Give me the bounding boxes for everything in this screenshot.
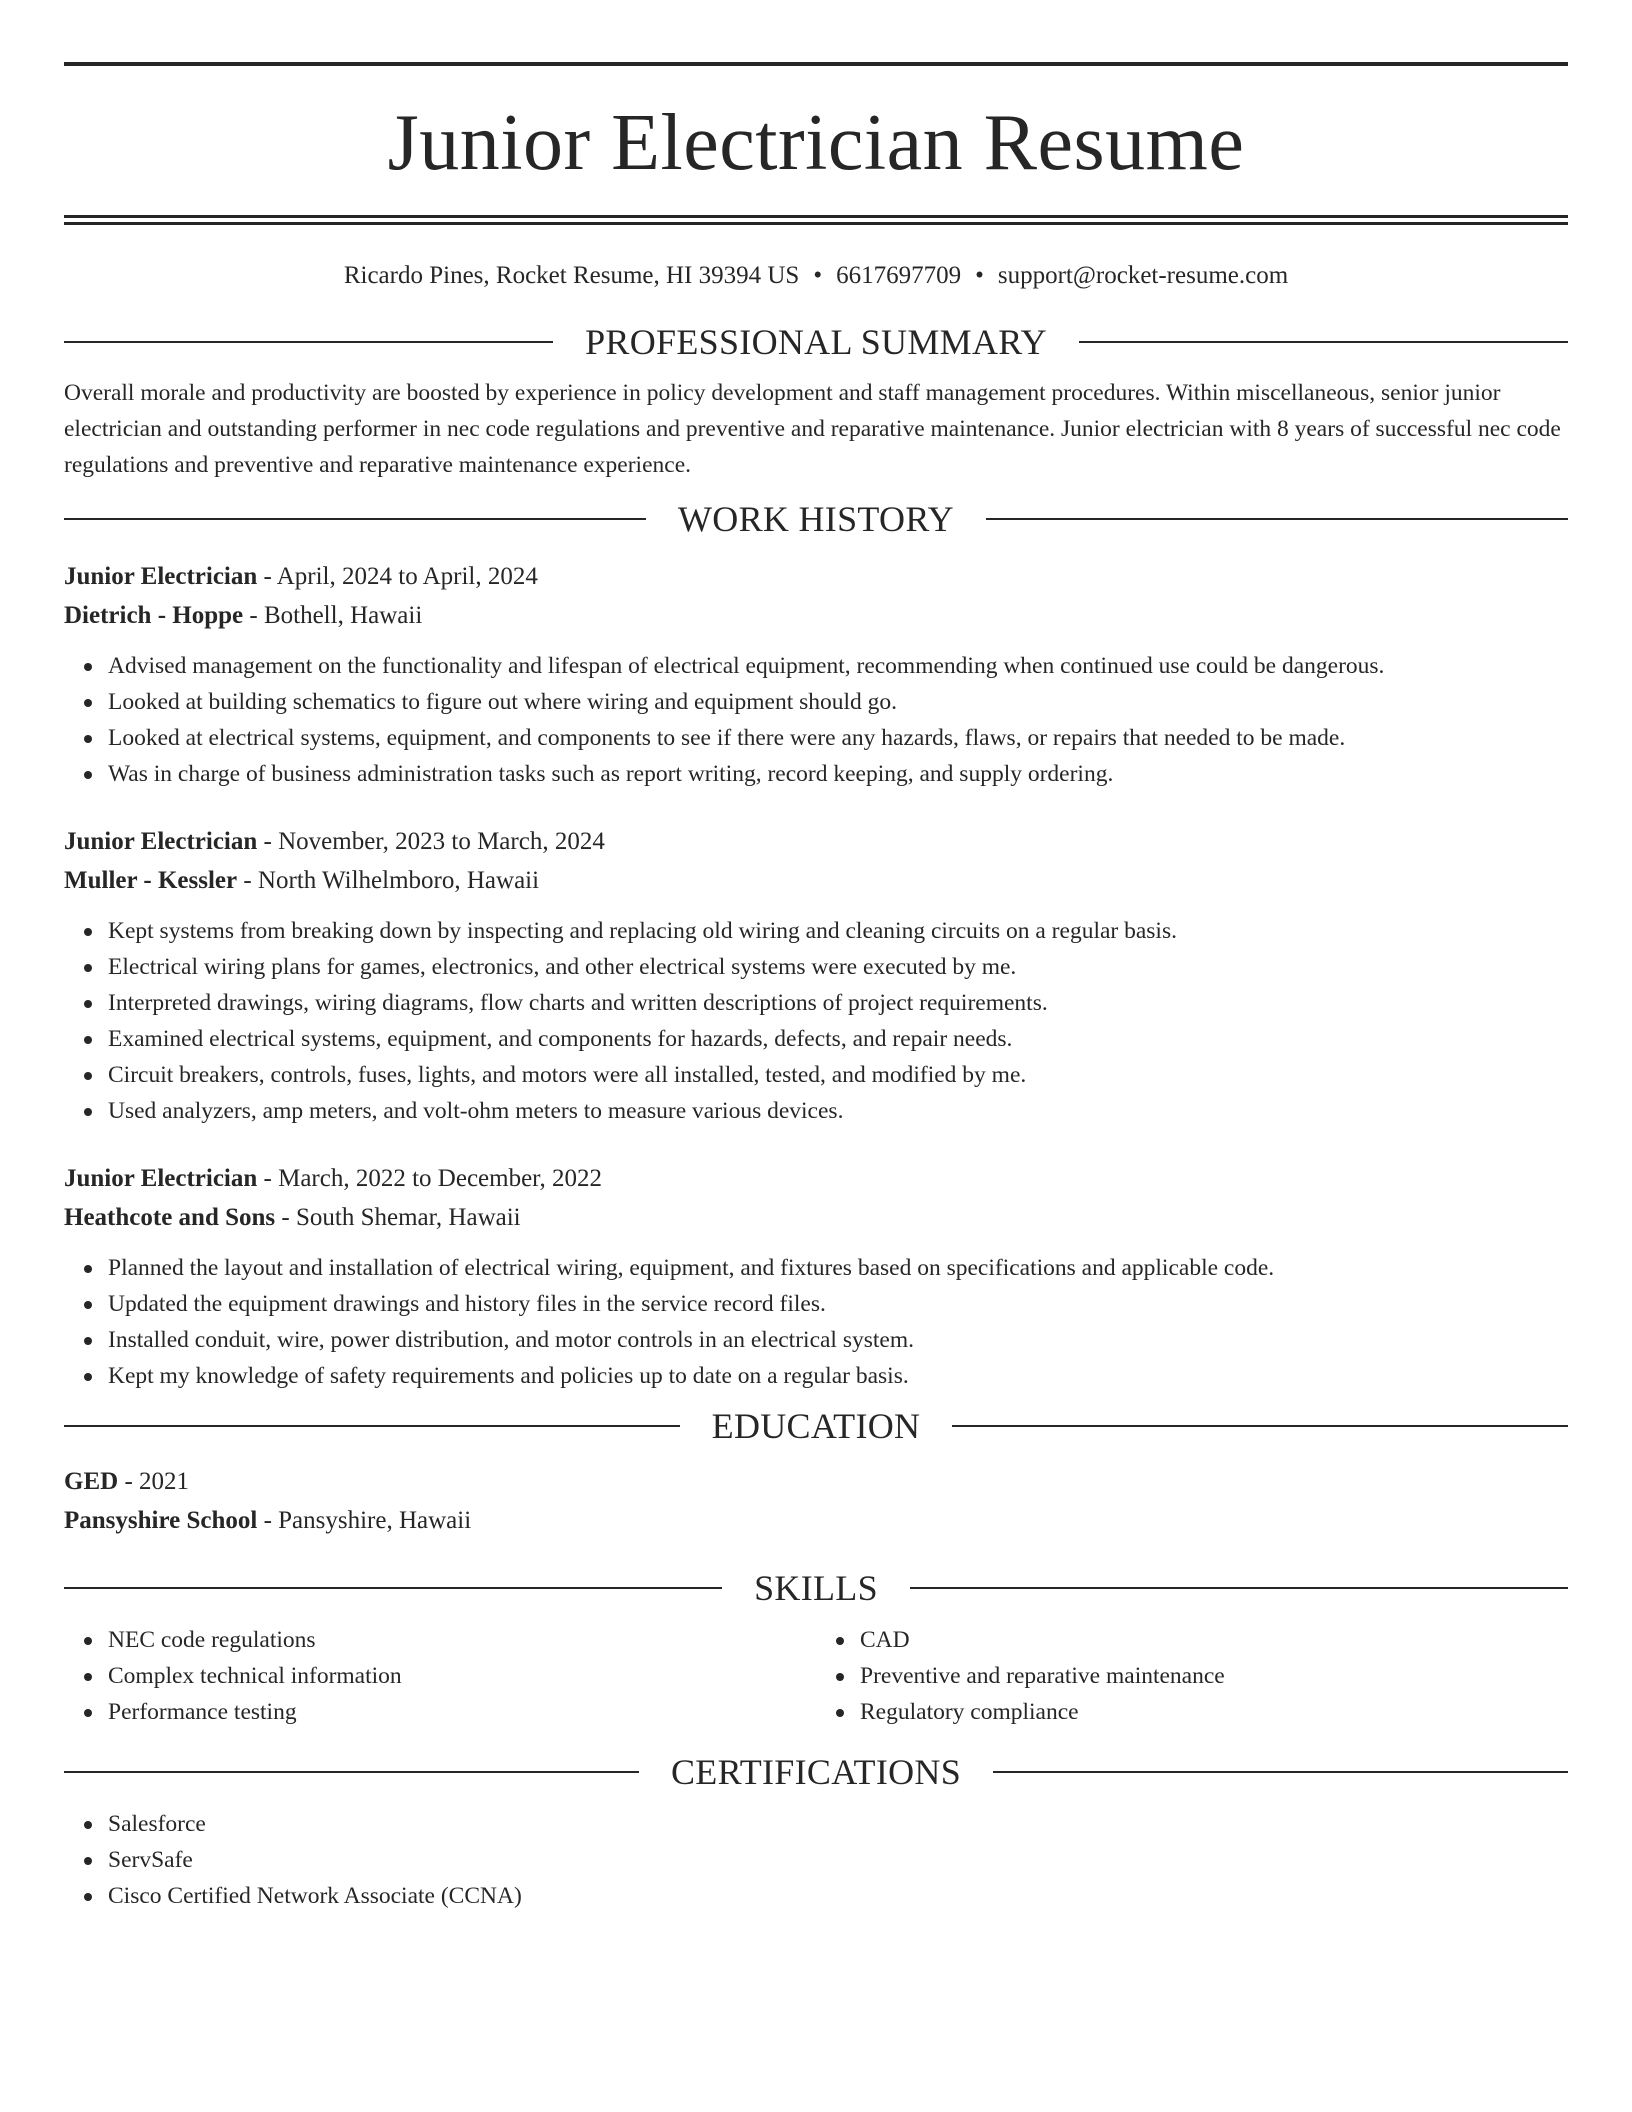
job-company: Dietrich - Hoppe xyxy=(64,602,244,629)
education-entry xyxy=(64,1462,1568,1540)
heading-rule xyxy=(64,341,553,343)
list-item: Regulatory compliance xyxy=(860,1694,1568,1730)
list-item: Updated the equipment drawings and history files in the service record files. xyxy=(108,1286,1568,1322)
heading-rule xyxy=(64,1771,639,1773)
list-item: Examined electrical systems, equipment, and components for hazards, defects, and repair needs. xyxy=(108,1021,1568,1057)
education-degree: GED xyxy=(64,1468,119,1495)
contact-address: Ricardo Pines, Rocket Resume, HI 39394 US xyxy=(343,262,800,289)
section-title: PROFESSIONAL SUMMARY xyxy=(585,322,1047,362)
heading-rule xyxy=(64,1587,722,1589)
job-entry xyxy=(64,557,1568,792)
section-heading-certifications xyxy=(64,1752,1568,1792)
job-dates: - April, 2024 to April, 2024 xyxy=(257,563,538,590)
education-school: Pansyshire School xyxy=(64,1507,258,1534)
list-item: Installed conduit, wire, power distribution, and motor controls in an electrical system. xyxy=(108,1322,1568,1358)
heading-rule xyxy=(1079,341,1568,343)
list-item: Planned the layout and installation of electrical wiring, equipment, and fixtures based on specifications and applicable code. xyxy=(108,1250,1568,1286)
heading-rule xyxy=(993,1771,1568,1773)
top-rule xyxy=(64,62,1568,66)
certifications-list xyxy=(64,1806,1568,1914)
section-title: WORK HISTORY xyxy=(678,499,954,539)
skills-column-right xyxy=(816,1622,1568,1730)
contact-separator: • xyxy=(975,262,984,289)
job-location: - North Wilhelmboro, Hawaii xyxy=(237,867,540,894)
section-heading-summary xyxy=(64,322,1568,362)
job-dates: - March, 2022 to December, 2022 xyxy=(257,1165,603,1192)
section-title: SKILLS xyxy=(754,1568,878,1608)
list-item: Kept my knowledge of safety requirements and policies up to date on a regular basis. xyxy=(108,1358,1568,1394)
skills-list xyxy=(64,1622,1568,1730)
list-item: Looked at building schematics to figure out where wiring and equipment should go. xyxy=(108,684,1568,720)
heading-rule xyxy=(910,1587,1568,1589)
section-heading-work-history xyxy=(64,499,1568,539)
title-double-rule xyxy=(64,215,1568,225)
list-item: ServSafe xyxy=(108,1842,1568,1878)
list-item: Complex technical information xyxy=(108,1658,816,1694)
list-item: Looked at electrical systems, equipment, and components to see if there were any hazards, flaws, or repairs that needed to be made. xyxy=(108,720,1568,756)
list-item: Kept systems from breaking down by inspecting and replacing old wiring and cleaning circuits on a regular basis. xyxy=(108,913,1568,949)
list-item: Performance testing xyxy=(108,1694,816,1730)
job-company-line xyxy=(64,861,1568,900)
job-entry xyxy=(64,1159,1568,1394)
section-title: CERTIFICATIONS xyxy=(670,1752,962,1792)
list-item: CAD xyxy=(860,1622,1568,1658)
section-heading-skills xyxy=(64,1568,1568,1608)
job-bullets xyxy=(64,1250,1568,1394)
list-item: Cisco Certified Network Associate (CCNA) xyxy=(108,1878,1568,1914)
job-title-line xyxy=(64,557,1568,596)
job-bullets xyxy=(64,913,1568,1129)
job-location: - South Shemar, Hawaii xyxy=(275,1204,521,1231)
contact-phone: 6617697709 xyxy=(836,262,962,289)
job-company: Heathcote and Sons xyxy=(64,1204,276,1231)
job-entry xyxy=(64,822,1568,1129)
job-dates: - November, 2023 to March, 2024 xyxy=(257,828,605,855)
job-company: Muller - Kessler xyxy=(64,867,238,894)
education-school-line xyxy=(64,1501,1568,1540)
list-item: Used analyzers, amp meters, and volt-ohm meters to measure various devices. xyxy=(108,1093,1568,1129)
list-item: Interpreted drawings, wiring diagrams, flow charts and written descriptions of project requirements. xyxy=(108,985,1568,1021)
job-title-line xyxy=(64,1159,1568,1198)
education-degree-line xyxy=(64,1462,1568,1501)
heading-rule xyxy=(952,1425,1568,1427)
summary-text: Overall morale and productivity are boosted by experience in policy development and staff management procedures. Within miscellaneous, senior junior electrician and outstanding performer in nec code regulations and preventive and reparative maintenance. Junior electrician with 8 years of successful nec code regulations and preventive and reparative maintenance experience. xyxy=(64,380,1561,478)
list-item: Preventive and reparative maintenance xyxy=(860,1658,1568,1694)
job-title: Junior Electrician xyxy=(64,563,258,590)
list-item: Circuit breakers, controls, fuses, lights, and motors were all installed, tested, and modified by me. xyxy=(108,1057,1568,1093)
list-item: Salesforce xyxy=(108,1806,1568,1842)
job-location: - Bothell, Hawaii xyxy=(243,602,423,629)
heading-rule xyxy=(64,518,646,520)
job-company-line xyxy=(64,1198,1568,1237)
page-title: Junior Electrician Resume xyxy=(387,99,1245,187)
job-bullets xyxy=(64,648,1568,792)
section-heading-education xyxy=(64,1406,1568,1446)
list-item: Was in charge of business administration tasks such as report writing, record keeping, and supply ordering. xyxy=(108,756,1568,792)
job-company-line xyxy=(64,596,1568,635)
education-location: - Pansyshire, Hawaii xyxy=(257,1507,472,1534)
contact-email: support@rocket-resume.com xyxy=(997,262,1289,289)
contact-separator: • xyxy=(813,262,823,289)
list-item: Advised management on the functionality and lifespan of electrical equipment, recommending when continued use could be dangerous. xyxy=(108,648,1568,684)
section-title: EDUCATION xyxy=(711,1406,921,1446)
heading-rule xyxy=(64,1425,680,1427)
education-year: - 2021 xyxy=(118,1468,190,1495)
heading-rule xyxy=(986,518,1568,520)
list-item: NEC code regulations xyxy=(108,1622,816,1658)
skills-column-left xyxy=(64,1622,816,1730)
contact-line xyxy=(64,261,1568,291)
job-title: Junior Electrician xyxy=(64,1165,258,1192)
job-title: Junior Electrician xyxy=(64,828,258,855)
list-item: Electrical wiring plans for games, electronics, and other electrical systems were executed by me. xyxy=(108,949,1568,985)
job-title-line xyxy=(64,822,1568,861)
